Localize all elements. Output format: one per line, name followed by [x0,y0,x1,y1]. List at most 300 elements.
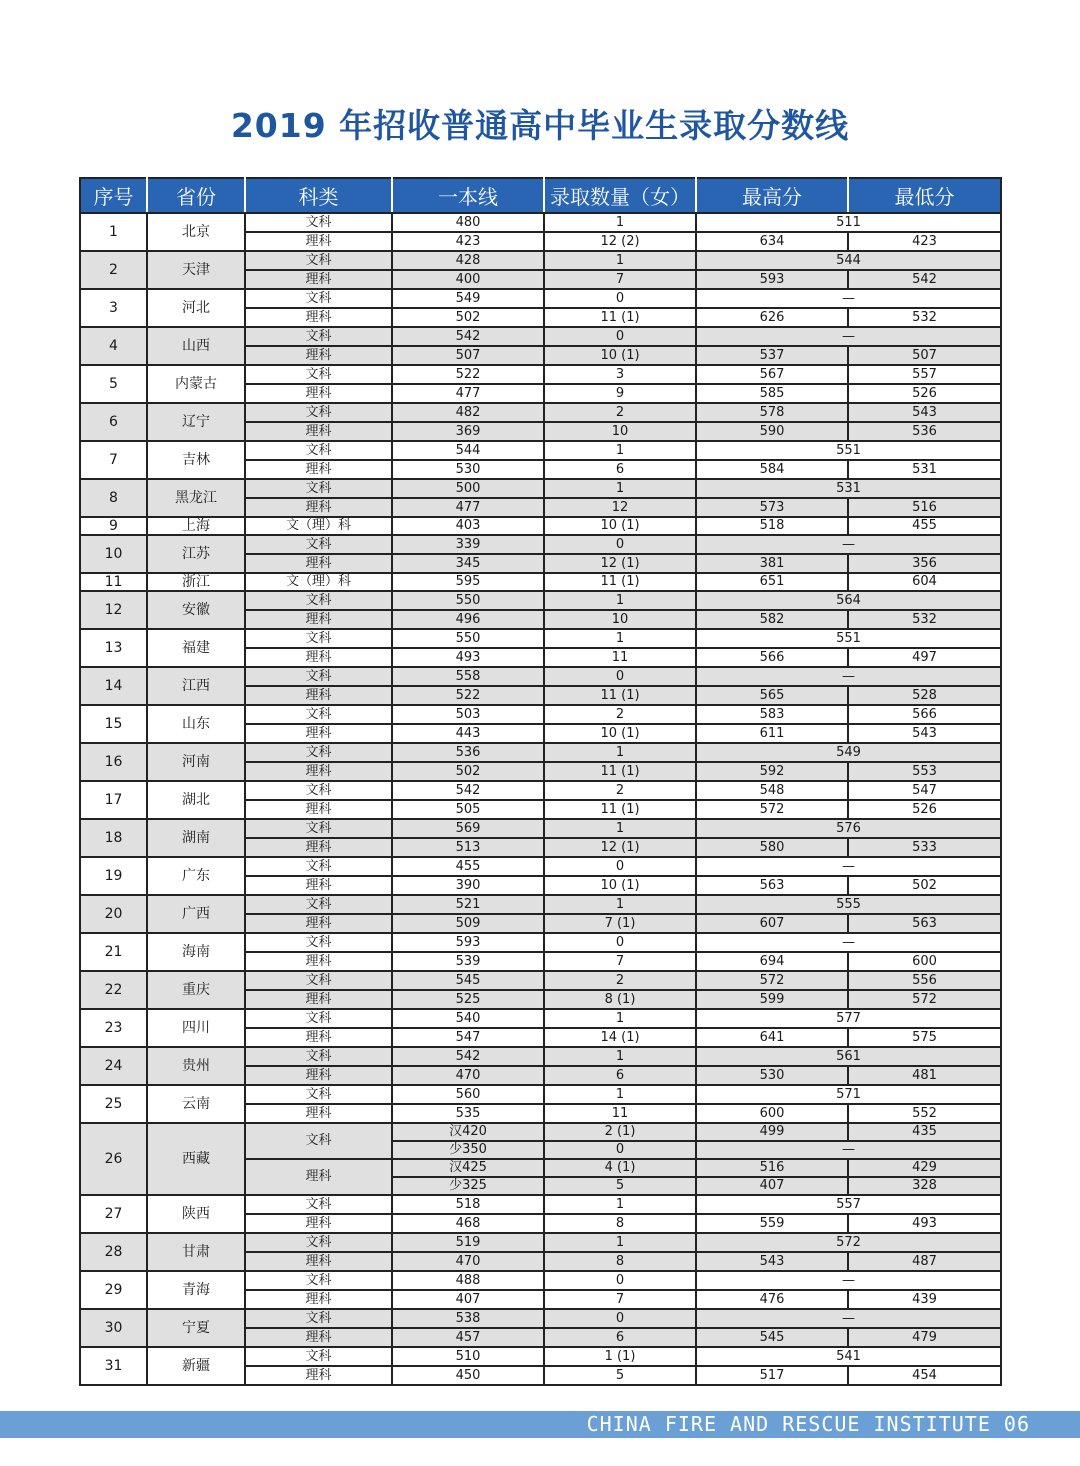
seq-cell: 21 [80,933,147,971]
lowest-score-cell: 487 [848,1252,1001,1271]
admitted-count-cell: 7 (1) [544,914,696,933]
first-tier-line-cell: 522 [392,686,544,705]
highest-score-cell: 381 [696,554,848,573]
first-tier-line-cell: 542 [392,1047,544,1066]
first-tier-line-cell: 549 [392,289,544,308]
province-cell: 青海 [147,1271,245,1309]
province-group [80,1123,1001,1195]
highest-score-cell: 566 [696,648,848,667]
admitted-count-cell: 1 [544,479,696,498]
province-group [80,629,1001,667]
province-group [80,1195,1001,1233]
subject-cell: 文科 [245,781,392,800]
admitted-count-cell: 1 [544,213,696,232]
table-row [80,971,1001,990]
subject-cell: 文科 [245,591,392,610]
admitted-count-cell: 11 (1) [544,308,696,327]
province-group [80,213,1001,251]
admitted-count-cell: 1 [544,441,696,460]
seq-cell: 19 [80,857,147,895]
subject-cell: 文科 [245,743,392,762]
subject-cell: 理科 [245,1159,392,1195]
single-score-cell: 549 [696,743,1001,762]
first-tier-line-cell: 544 [392,441,544,460]
province-cell: 安徽 [147,591,245,629]
lowest-score-cell: 533 [848,838,1001,857]
highest-score-cell: 584 [696,460,848,479]
seq-cell: 3 [80,289,147,327]
single-score-cell: — [696,289,1001,308]
lowest-score-cell: 531 [848,460,1001,479]
subject-cell: 文科 [245,1233,392,1252]
single-score-cell: 551 [696,629,1001,648]
first-tier-line-cell: 558 [392,667,544,686]
province-cell: 辽宁 [147,403,245,441]
seq-cell: 17 [80,781,147,819]
province-cell: 浙江 [147,573,245,591]
admitted-count-cell: 10 [544,610,696,629]
lowest-score-cell: 556 [848,971,1001,990]
subject-cell: 理科 [245,1214,392,1233]
lowest-score-cell: 455 [848,517,1001,535]
first-tier-line-cell: 少350 [392,1141,544,1159]
footer-text: CHINA FIRE AND RESCUE INSTITUTE 06 [586,1412,1030,1436]
lowest-score-cell: 526 [848,384,1001,403]
first-tier-line-cell: 560 [392,1085,544,1104]
province-group [80,819,1001,857]
subject-cell: 文科 [245,535,392,554]
lowest-score-cell: 547 [848,781,1001,800]
lowest-score-cell: 423 [848,232,1001,251]
province-cell: 福建 [147,629,245,667]
province-group [80,895,1001,933]
admitted-count-cell: 12 (1) [544,838,696,857]
header-row [80,178,1001,213]
province-cell: 陕西 [147,1195,245,1233]
table-row [80,403,1001,422]
highest-score-cell: 573 [696,498,848,517]
lowest-score-cell: 507 [848,346,1001,365]
admitted-count-cell: 0 [544,933,696,952]
lowest-score-cell: 604 [848,573,1001,591]
page-title: 2019 年招收普通高中毕业生录取分数线 [230,106,850,145]
seq-cell: 7 [80,441,147,479]
province-group [80,573,1001,591]
single-score-cell: — [696,667,1001,686]
first-tier-line-cell: 403 [392,517,544,535]
first-tier-line-cell: 518 [392,1195,544,1214]
table-row [80,667,1001,686]
highest-score-cell: 516 [696,1159,848,1177]
admitted-count-cell: 1 [544,629,696,648]
subject-cell: 理科 [245,422,392,441]
lowest-score-cell: 563 [848,914,1001,933]
highest-score-cell: 580 [696,838,848,857]
single-score-cell: 541 [696,1347,1001,1366]
first-tier-line-cell: 542 [392,327,544,346]
first-tier-line-cell: 550 [392,629,544,648]
seq-cell: 27 [80,1195,147,1233]
subject-cell: 理科 [245,914,392,933]
single-score-cell: 564 [696,591,1001,610]
first-tier-line-cell: 593 [392,933,544,952]
admitted-count-cell: 1 [544,591,696,610]
table-row [80,1347,1001,1366]
first-tier-line-cell: 470 [392,1252,544,1271]
lowest-score-cell: 516 [848,498,1001,517]
province-group [80,479,1001,517]
highest-score-cell: 548 [696,781,848,800]
first-tier-line-cell: 538 [392,1309,544,1328]
admitted-count-cell: 0 [544,1309,696,1328]
table-row [80,573,1001,591]
subject-cell: 理科 [245,1366,392,1385]
lowest-score-cell: 528 [848,686,1001,705]
first-tier-line-cell: 468 [392,1214,544,1233]
table-row [80,1271,1001,1290]
table-row [80,781,1001,800]
header-province: 省份 [147,178,245,213]
highest-score-cell: 545 [696,1328,848,1347]
first-tier-line-cell: 522 [392,365,544,384]
admitted-count-cell: 0 [544,667,696,686]
seq-cell: 29 [80,1271,147,1309]
lowest-score-cell: 536 [848,422,1001,441]
highest-score-cell: 537 [696,346,848,365]
admitted-count-cell: 1 [544,743,696,762]
table-row [80,327,1001,346]
subject-cell: 文科 [245,1309,392,1328]
single-score-cell: 576 [696,819,1001,838]
admitted-count-cell: 7 [544,270,696,289]
subject-cell: 理科 [245,1328,392,1347]
province-cell: 黑龙江 [147,479,245,517]
subject-cell: 理科 [245,270,392,289]
admitted-count-cell: 12 (1) [544,554,696,573]
first-tier-line-cell: 547 [392,1028,544,1047]
table-row [80,535,1001,554]
province-cell: 西藏 [147,1123,245,1195]
subject-cell: 文科 [245,289,392,308]
subject-cell: 文科 [245,1009,392,1028]
province-group [80,781,1001,819]
subject-cell: 理科 [245,232,392,251]
subject-cell: 理科 [245,952,392,971]
admitted-count-cell: 1 [544,251,696,270]
table-row [80,895,1001,914]
single-score-cell: — [696,933,1001,952]
subject-cell: 文科 [245,1123,392,1159]
subject-cell: 理科 [245,308,392,327]
first-tier-line-cell: 450 [392,1366,544,1385]
seq-cell: 13 [80,629,147,667]
highest-score-cell: 583 [696,705,848,724]
lowest-score-cell: 479 [848,1328,1001,1347]
province-cell: 海南 [147,933,245,971]
score-table [79,177,1002,1386]
subject-cell: 文科 [245,971,392,990]
first-tier-line-cell: 540 [392,1009,544,1028]
admitted-count-cell: 0 [544,857,696,876]
province-cell: 宁夏 [147,1309,245,1347]
seq-cell: 16 [80,743,147,781]
seq-cell: 31 [80,1347,147,1385]
highest-score-cell: 530 [696,1066,848,1085]
first-tier-line-cell: 525 [392,990,544,1009]
subject-cell: 文科 [245,1085,392,1104]
province-cell: 天津 [147,251,245,289]
highest-score-cell: 407 [696,1177,848,1195]
highest-score-cell: 634 [696,232,848,251]
admitted-count-cell: 11 [544,648,696,667]
first-tier-line-cell: 513 [392,838,544,857]
lowest-score-cell: 439 [848,1290,1001,1309]
highest-score-cell: 543 [696,1252,848,1271]
table-row [80,289,1001,308]
lowest-score-cell: 542 [848,270,1001,289]
admitted-count-cell: 10 (1) [544,724,696,743]
province-group [80,327,1001,365]
lowest-score-cell: 435 [848,1123,1001,1141]
first-tier-line-cell: 542 [392,781,544,800]
first-tier-line-cell: 502 [392,308,544,327]
subject-cell: 理科 [245,762,392,781]
subject-cell: 理科 [245,648,392,667]
admitted-count-cell: 0 [544,1141,696,1159]
province-cell: 广东 [147,857,245,895]
province-group [80,251,1001,289]
province-cell: 河北 [147,289,245,327]
subject-cell: 理科 [245,990,392,1009]
header-first-tier-line: 一本线 [392,178,544,213]
highest-score-cell: 641 [696,1028,848,1047]
admitted-count-cell: 11 (1) [544,573,696,591]
admitted-count-cell: 8 (1) [544,990,696,1009]
province-cell: 重庆 [147,971,245,1009]
seq-cell: 8 [80,479,147,517]
highest-score-cell: 559 [696,1214,848,1233]
province-cell: 广西 [147,895,245,933]
highest-score-cell: 572 [696,971,848,990]
header-subject: 科类 [245,178,392,213]
subject-cell: 文科 [245,403,392,422]
lowest-score-cell: 566 [848,705,1001,724]
province-group [80,1009,1001,1047]
province-cell: 江西 [147,667,245,705]
admitted-count-cell: 11 (1) [544,686,696,705]
single-score-cell: — [696,535,1001,554]
table-row [80,1309,1001,1328]
table-row [80,743,1001,762]
highest-score-cell: 567 [696,365,848,384]
table-row [80,629,1001,648]
table-row [80,1123,1001,1141]
admitted-count-cell: 3 [544,365,696,384]
first-tier-line-cell: 493 [392,648,544,667]
admitted-count-cell: 5 [544,1177,696,1195]
province-cell: 上海 [147,517,245,535]
first-tier-line-cell: 457 [392,1328,544,1347]
admitted-count-cell: 1 [544,1009,696,1028]
highest-score-cell: 565 [696,686,848,705]
province-group [80,667,1001,705]
admitted-count-cell: 5 [544,1366,696,1385]
admitted-count-cell: 1 [544,1233,696,1252]
province-group [80,705,1001,743]
seq-cell: 11 [80,573,147,591]
first-tier-line-cell: 509 [392,914,544,933]
highest-score-cell: 585 [696,384,848,403]
first-tier-line-cell: 482 [392,403,544,422]
province-cell: 湖北 [147,781,245,819]
seq-cell: 30 [80,1309,147,1347]
highest-score-cell: 694 [696,952,848,971]
subject-cell: 理科 [245,1066,392,1085]
header-lowest-score: 最低分 [848,178,1001,213]
table-row [80,365,1001,384]
admitted-count-cell: 7 [544,952,696,971]
subject-cell: 文科 [245,857,392,876]
highest-score-cell: 582 [696,610,848,629]
lowest-score-cell: 600 [848,952,1001,971]
lowest-score-cell: 552 [848,1104,1001,1123]
admitted-count-cell: 1 [544,1047,696,1066]
subject-cell: 文科 [245,629,392,648]
first-tier-line-cell: 407 [392,1290,544,1309]
lowest-score-cell: 497 [848,648,1001,667]
admitted-count-cell: 2 (1) [544,1123,696,1141]
subject-cell: 文（理）科 [245,517,392,535]
admitted-count-cell: 8 [544,1214,696,1233]
subject-cell: 文科 [245,365,392,384]
first-tier-line-cell: 503 [392,705,544,724]
admitted-count-cell: 0 [544,289,696,308]
table-row [80,1047,1001,1066]
single-score-cell: 572 [696,1233,1001,1252]
admitted-count-cell: 0 [544,1271,696,1290]
lowest-score-cell: 481 [848,1066,1001,1085]
first-tier-line-cell: 470 [392,1066,544,1085]
seq-cell: 2 [80,251,147,289]
highest-score-cell: 518 [696,517,848,535]
highest-score-cell: 563 [696,876,848,895]
subject-cell: 文科 [245,1195,392,1214]
province-cell: 河南 [147,743,245,781]
admitted-count-cell: 6 [544,1328,696,1347]
province-cell: 山东 [147,705,245,743]
table-header [80,178,1001,213]
first-tier-line-cell: 少325 [392,1177,544,1195]
first-tier-line-cell: 477 [392,498,544,517]
single-score-cell: 557 [696,1195,1001,1214]
subject-cell: 理科 [245,800,392,819]
lowest-score-cell: 543 [848,724,1001,743]
subject-cell: 理科 [245,384,392,403]
seq-cell: 10 [80,535,147,573]
subject-cell: 理科 [245,610,392,629]
first-tier-line-cell: 汉420 [392,1123,544,1141]
first-tier-line-cell: 488 [392,1271,544,1290]
seq-cell: 18 [80,819,147,857]
table-row [80,213,1001,232]
province-group [80,403,1001,441]
highest-score-cell: 607 [696,914,848,933]
province-group [80,971,1001,1009]
single-score-cell: 577 [696,1009,1001,1028]
province-cell: 云南 [147,1085,245,1123]
province-group [80,1085,1001,1123]
first-tier-line-cell: 477 [392,384,544,403]
table-row [80,1233,1001,1252]
subject-cell: 文科 [245,1047,392,1066]
admitted-count-cell: 1 [544,895,696,914]
province-cell: 甘肃 [147,1233,245,1271]
header-seq: 序号 [80,178,147,213]
province-cell: 吉林 [147,441,245,479]
first-tier-line-cell: 569 [392,819,544,838]
highest-score-cell: 626 [696,308,848,327]
province-cell: 山西 [147,327,245,365]
single-score-cell: — [696,1309,1001,1328]
table-row [80,705,1001,724]
province-group [80,1271,1001,1309]
admitted-count-cell: 1 [544,819,696,838]
highest-score-cell: 592 [696,762,848,781]
header-admitted-count: 录取数量（女） [544,178,696,213]
lowest-score-cell: 572 [848,990,1001,1009]
single-score-cell: — [696,327,1001,346]
table-row [80,1195,1001,1214]
subject-cell: 文科 [245,327,392,346]
subject-cell: 文科 [245,1347,392,1366]
admitted-count-cell: 2 [544,403,696,422]
first-tier-line-cell: 535 [392,1104,544,1123]
first-tier-line-cell: 339 [392,535,544,554]
admitted-count-cell: 12 [544,498,696,517]
table-row [80,441,1001,460]
single-score-cell: 571 [696,1085,1001,1104]
highest-score-cell: 599 [696,990,848,1009]
seq-cell: 6 [80,403,147,441]
province-cell: 内蒙古 [147,365,245,403]
highest-score-cell: 651 [696,573,848,591]
province-group [80,535,1001,573]
subject-cell: 理科 [245,498,392,517]
first-tier-line-cell: 539 [392,952,544,971]
admitted-count-cell: 0 [544,535,696,554]
first-tier-line-cell: 550 [392,591,544,610]
first-tier-line-cell: 530 [392,460,544,479]
first-tier-line-cell: 480 [392,213,544,232]
single-score-cell: 555 [696,895,1001,914]
province-cell: 北京 [147,213,245,251]
single-score-cell: — [696,857,1001,876]
province-group [80,1233,1001,1271]
first-tier-line-cell: 505 [392,800,544,819]
seq-cell: 15 [80,705,147,743]
highest-score-cell: 476 [696,1290,848,1309]
highest-score-cell: 611 [696,724,848,743]
single-score-cell: 551 [696,441,1001,460]
first-tier-line-cell: 汉425 [392,1159,544,1177]
first-tier-line-cell: 519 [392,1233,544,1252]
table-row [80,591,1001,610]
table-row [80,933,1001,952]
province-group [80,857,1001,895]
subject-cell: 文科 [245,705,392,724]
admitted-count-cell: 1 [544,1085,696,1104]
highest-score-cell: 517 [696,1366,848,1385]
